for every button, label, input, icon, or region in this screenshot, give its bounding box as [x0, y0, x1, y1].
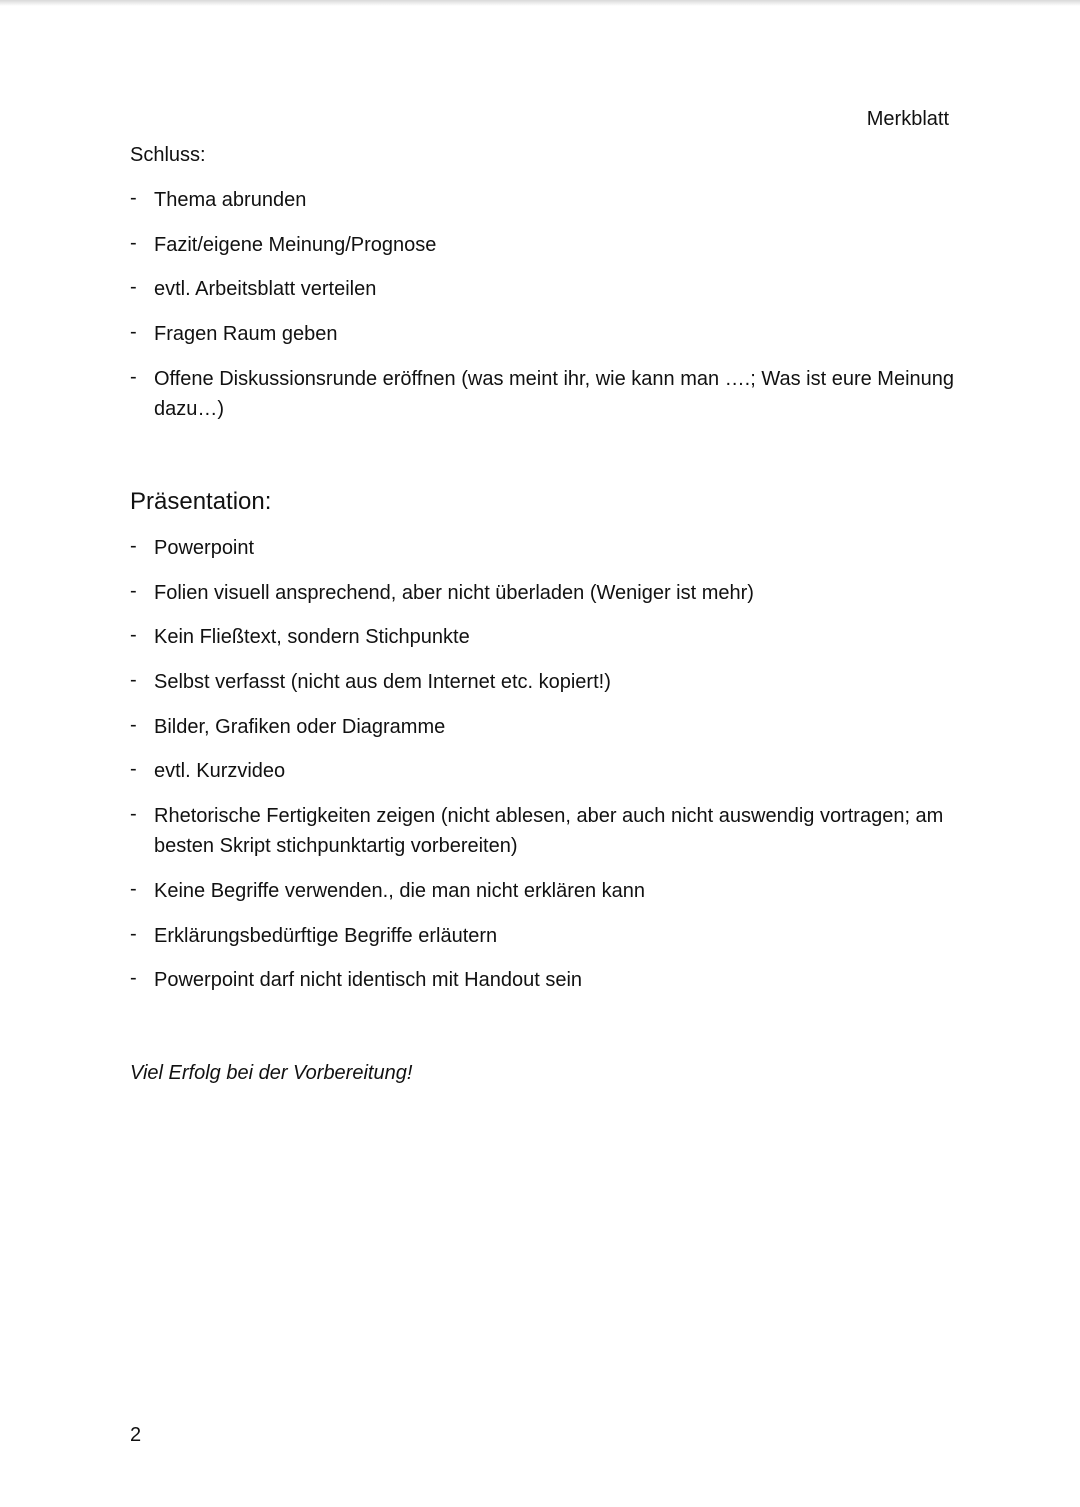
dash-bullet-icon: - — [130, 967, 137, 990]
list-item — [130, 756, 960, 786]
dash-bullet-icon: - — [130, 365, 137, 388]
list-item-text: Offene Diskussionsrunde eröffnen (was meint ihr, wie kann man ….; Was ist eure Meinung dazu…) — [154, 367, 955, 420]
list-item — [130, 801, 960, 861]
list-item-text: Fragen Raum geben — [154, 323, 338, 346]
dash-bullet-icon: - — [130, 803, 137, 826]
list-item — [130, 274, 960, 304]
dash-bullet-icon: - — [130, 321, 137, 344]
page-number: 2 — [130, 1424, 142, 1446]
schluss-list — [130, 185, 960, 438]
list-item — [130, 921, 960, 951]
dash-bullet-icon: - — [130, 187, 137, 209]
list-item-text: Erklärungsbedürftige Begriffe erläutern — [154, 924, 498, 947]
list-item-text: Kein Fließtext, sondern Stichpunkte — [154, 626, 470, 649]
dash-bullet-icon: - — [130, 922, 137, 945]
section-heading-schluss: Schluss: — [130, 144, 206, 166]
dash-bullet-icon: - — [130, 276, 137, 299]
praesentation-list — [130, 533, 960, 1010]
list-item-text: evtl. Kurzvideo — [154, 760, 286, 783]
dash-bullet-icon: - — [130, 231, 137, 254]
list-item-text: Selbst verfasst (nicht aus dem Internet etc. kopiert!) — [154, 671, 611, 694]
list-item — [130, 533, 960, 563]
dash-bullet-icon: - — [130, 624, 137, 647]
dash-bullet-icon: - — [130, 877, 137, 900]
list-item-text: Bilder, Grafiken oder Diagramme — [154, 715, 446, 738]
list-item — [130, 364, 960, 424]
dash-bullet-icon: - — [130, 713, 137, 736]
list-item-text: evtl. Arbeitsblatt verteilen — [154, 278, 377, 301]
list-item-text: Fazit/eigene Meinung/Prognose — [154, 233, 437, 256]
list-item-text: Powerpoint darf nicht identisch mit Handout sein — [154, 969, 583, 992]
section-heading-praesentation: Präsentation: — [130, 488, 272, 515]
list-item-text: Powerpoint — [154, 537, 255, 559]
dash-bullet-icon: - — [130, 758, 137, 781]
list-item — [130, 185, 960, 215]
dash-bullet-icon: - — [130, 535, 137, 557]
dash-bullet-icon: - — [130, 579, 137, 602]
document-header: Merkblatt — [866, 108, 949, 130]
list-item — [130, 230, 960, 260]
list-item — [130, 876, 960, 906]
list-item-text: Thema abrunden — [154, 189, 307, 211]
list-item — [130, 712, 960, 742]
list-item-text: Keine Begriffe verwenden., die man nicht erklären kann — [154, 879, 646, 902]
list-item-text: Folien visuell ansprechend, aber nicht überladen (Weniger ist mehr) — [154, 581, 754, 604]
list-item — [130, 622, 960, 652]
list-item-text: Rhetorische Fertigkeiten zeigen (nicht ablesen, aber auch nicht auswendig vortragen; am besten Skript stichpunktartig vorbereiten) — [154, 805, 944, 858]
list-item — [130, 578, 960, 608]
closing-remark: Viel Erfolg bei der Vorbereitung! — [130, 1062, 413, 1084]
list-item — [130, 667, 960, 697]
list-item — [130, 319, 960, 349]
page-top-edge — [0, 0, 1080, 6]
dash-bullet-icon: - — [130, 669, 137, 692]
list-item — [130, 965, 960, 995]
